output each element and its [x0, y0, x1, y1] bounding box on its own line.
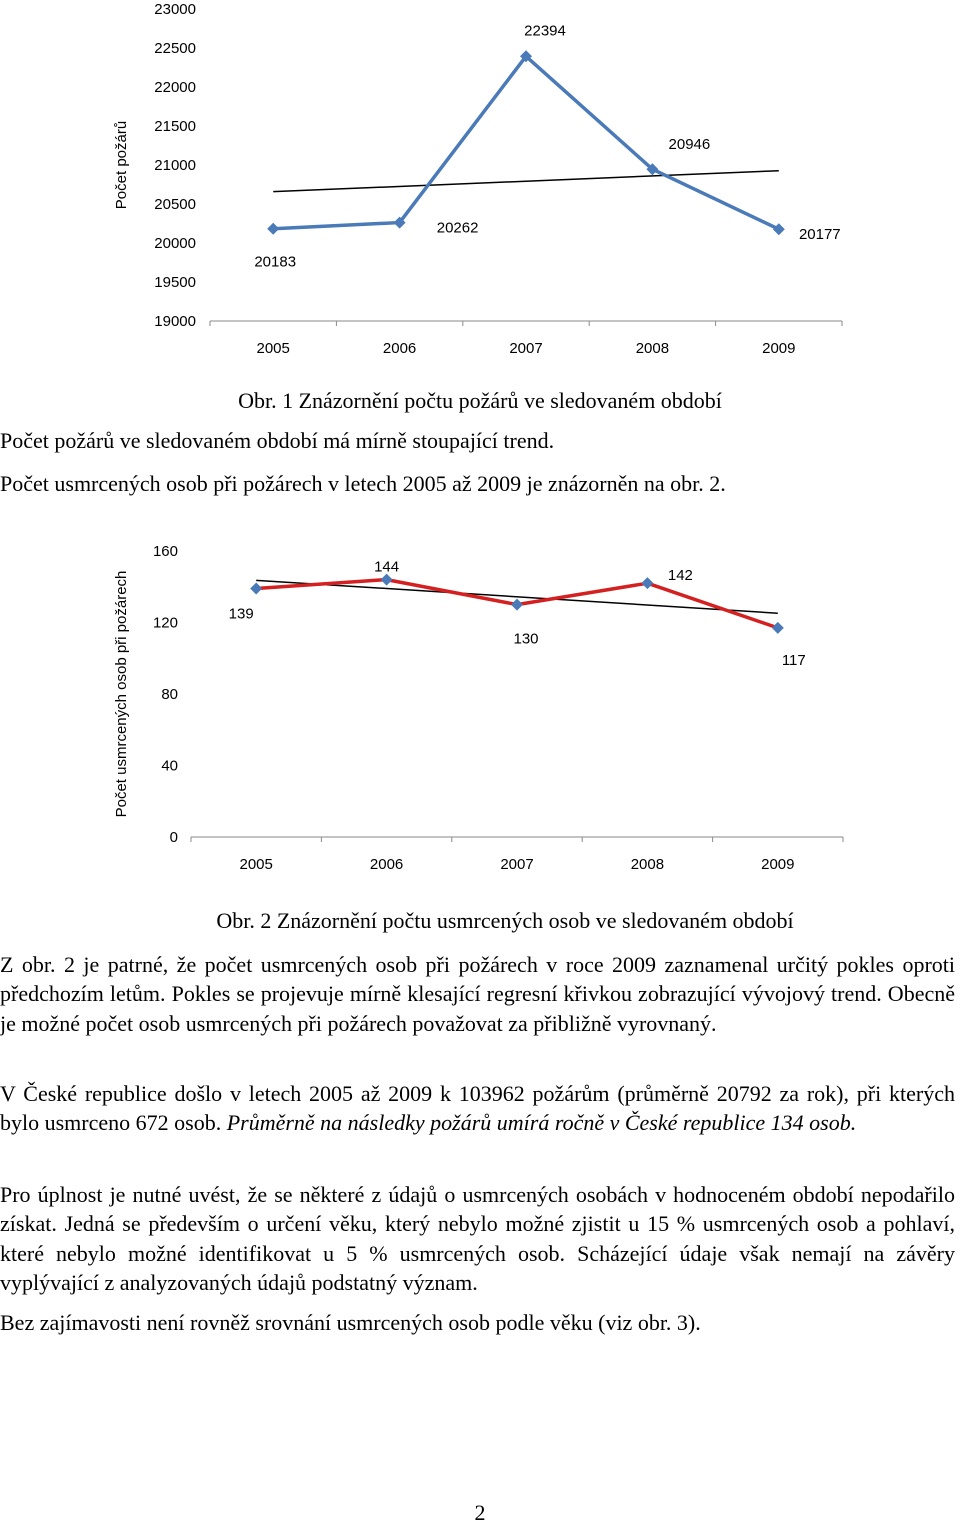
- paragraph-4: Bez zajímavosti není rovněž srovnání usmrcených osob podle věku (viz obr. 3).: [0, 1310, 701, 1335]
- deaths-x-tick-label: 2009: [761, 856, 795, 873]
- figure-2-caption: Obr. 2 Znázornění počtu usmrcených osob ve sledovaném období: [216, 908, 794, 933]
- deaths-y-tick-label: 40: [161, 757, 178, 775]
- text-line-fig2-intro: Počet usmrcených osob při požárech v letech 2005 až 2009 je znázorněn na obr. 2.: [0, 471, 726, 496]
- paragraph-2-body: [0, 1079, 955, 1138]
- fires-data-label: 20262: [436, 219, 479, 237]
- deaths-data-point: [772, 622, 784, 634]
- fires-chart-svg: [0, 0, 960, 370]
- paragraph-2-emphasis: Průměrně na následky požárů umírá ročně v České republice 134 osob.: [226, 1110, 857, 1136]
- paragraph-1: [0, 950, 955, 1038]
- deaths-y-tick-label: 80: [161, 686, 178, 703]
- deaths-data-label: 144: [374, 558, 400, 576]
- fires-y-tick-label: 19000: [154, 313, 196, 330]
- deaths-data-label: 117: [781, 651, 806, 669]
- fires-y-axis-title: Počet požárů: [113, 120, 130, 210]
- deaths-data-point: [250, 583, 262, 595]
- fires-y-tick-label: 21500: [154, 118, 196, 135]
- deaths-data-label: 130: [513, 630, 539, 648]
- paragraph-3-text: Pro úplnost je nutné uvést, že se některé z údajů o usmrcených osobách v hodnoceném období nepodařilo získat. Jedná se především o určení věku, který nebylo možné zjistit u 15 % usmrcených osob a pohlaví, které nebylo možné identifikovat u 5 % usmrcených osob. Scházející údaje však nemají na závěry vyplývající z analyzovaných údajů podstatný význam.: [0, 1182, 955, 1296]
- fires-y-tick-label: 23000: [154, 1, 196, 18]
- paragraph-2-text: V České republice došlo v letech 2005 až 2009 k 103962 požárům (průměrně 20792 za rok), při kterých bylo usmrceno 672 osob.: [0, 1081, 955, 1136]
- fires-y-tick-label: 22000: [154, 79, 196, 96]
- figure-1-caption: Obr. 1 Znázornění počtu požárů ve sledovaném období: [238, 388, 722, 413]
- fires-x-tick-label: 2009: [762, 340, 796, 357]
- deaths-data-point: [641, 577, 653, 589]
- deaths-y-tick-label: 160: [152, 543, 178, 560]
- fires-y-tick-label: 22500: [154, 40, 196, 57]
- deaths-y-tick-label: 0: [169, 829, 178, 846]
- fires-data-label: 22394: [524, 22, 566, 40]
- paragraph-2: [0, 1079, 955, 1138]
- deaths-data-point: [511, 599, 523, 611]
- deaths-y-axis-title: Počet usmrcených osob při požárech: [113, 570, 130, 818]
- fires-data-label: 20183: [254, 253, 297, 271]
- deaths-y-tick-label: 120: [152, 614, 178, 632]
- fires-data-point: [773, 223, 785, 235]
- fatalities-chart-svg: [0, 530, 960, 890]
- fires-y-tick-label: 20000: [154, 235, 196, 252]
- paragraph-3: [0, 1180, 955, 1298]
- deaths-data-label: 142: [667, 567, 693, 585]
- fires-x-tick-label: 2007: [509, 340, 543, 357]
- fires-data-label: 20177: [798, 226, 841, 244]
- paragraph-1-text: Z obr. 2 je patrné, že počet usmrcených osob při požárech v roce 2009 zaznamenal určitý pokles oproti předchozím letům. Pokles se projevuje mírně klesající regresní křivkou zobrazující vývojový trend. Obecně je možné počet osob usmrcených při požárech považovat za přibližně vyrovnaný.: [0, 952, 955, 1036]
- fires-data-label: 20946: [668, 136, 711, 154]
- deaths-x-tick-label: 2008: [630, 856, 665, 873]
- fires-y-tick-label: 21000: [154, 157, 196, 174]
- text-line-trend: Počet požárů ve sledovaném období má mírně stoupající trend.: [0, 428, 555, 453]
- fires-chart: [0, 0, 960, 370]
- deaths-x-tick-label: 2005: [239, 856, 273, 873]
- deaths-x-tick-label: 2007: [500, 856, 534, 873]
- fires-y-tick-label: 20500: [154, 196, 196, 213]
- page-number: 2: [474, 1500, 486, 1525]
- fires-x-tick-label: 2006: [382, 340, 417, 357]
- fires-x-tick-label: 2005: [256, 340, 290, 357]
- deaths-data-label: 139: [228, 605, 254, 623]
- fires-data-point: [267, 223, 279, 235]
- deaths-x-tick-label: 2006: [369, 856, 404, 873]
- fires-trendline: [273, 171, 779, 192]
- fatalities-chart: [0, 530, 960, 890]
- fires-y-tick-label: 19500: [154, 274, 196, 291]
- fires-x-tick-label: 2008: [635, 340, 670, 357]
